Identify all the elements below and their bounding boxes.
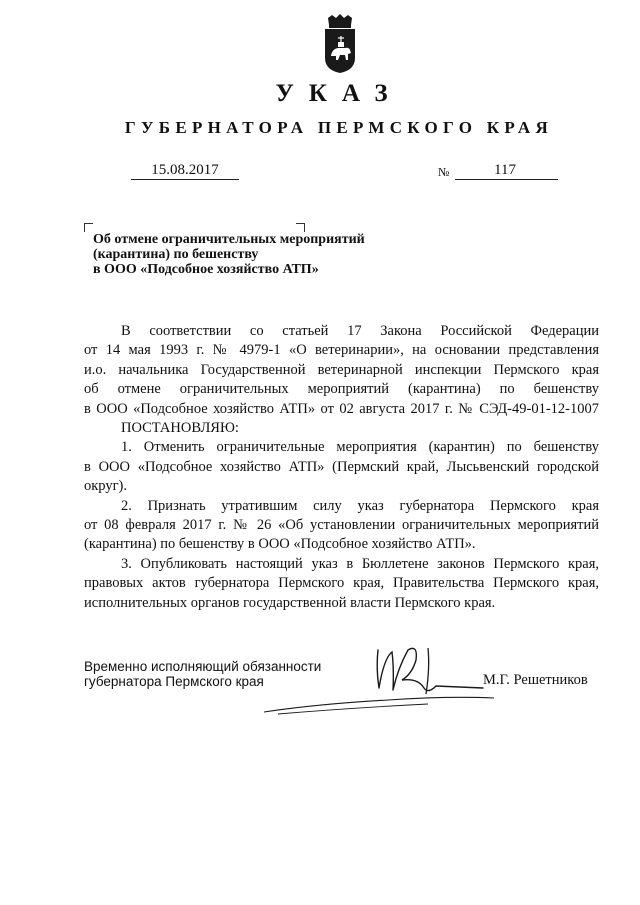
preamble-line: об отмене ограничительных мероприятий (карантина) по бешенству: [84, 381, 599, 398]
item2-line: (карантина) по бешенству в ООО «Подсобное хозяйство АТП».: [84, 536, 476, 553]
item2-line: 2. Признать утратившим силу указ губернатора Пермского края: [121, 497, 599, 514]
item3-line: 3. Опубликовать настоящий указ в Бюллетене законов Пермского края,: [121, 555, 599, 572]
preamble-line: в ООО «Подсобное хозяйство АТП» от 02 августа 2017 г. № СЭД-49-01-12-1007: [84, 400, 599, 417]
decree-word: ПОСТАНОВЛЯЮ:: [121, 420, 239, 437]
document-subtitle: ГУБЕРНАТОРА ПЕРМСКОГО КРАЯ: [124, 118, 554, 137]
item2-line: от 08 февраля 2017 г. № 26 «Об установлении ограничительных мероприятий: [84, 517, 599, 534]
item1-line: 1. Отменить ограничительные мероприятия (карантин) по бешенству: [121, 439, 599, 456]
heading-line: (карантина) по бешенству: [93, 247, 259, 262]
perm-coat-of-arms-icon: [321, 14, 359, 74]
item1-line: в ООО «Подсобное хозяйство АТП» (Пермский край, Лысьвенский городской: [84, 458, 599, 475]
heading-line: Об отмене ограничительных мероприятий: [93, 232, 365, 247]
number-label: №: [438, 165, 450, 179]
decree-number: 117: [494, 162, 516, 178]
item1-line: округ).: [84, 478, 128, 495]
decree-heading: [93, 232, 365, 277]
document-title: УКАЗ: [275, 80, 403, 107]
decree-body: [84, 322, 599, 613]
position-line: Временно исполняющий обязанности: [84, 659, 322, 674]
item3-line: правовых актов губернатора Пермского края, Правительства Пермского края,: [84, 575, 599, 592]
preamble-line: и.о. начальника Государственной ветеринарной инспекции Пермского края: [84, 361, 599, 378]
preamble-line: от 14 мая 1993 г. № 4979-1 «О ветеринарии», на основании представления: [84, 342, 599, 359]
heading-line: в ООО «Подсобное хозяйство АТП»: [93, 262, 319, 277]
position-line: губернатора Пермского края: [84, 674, 264, 689]
item3-line: исполнительных органов государственной власти Пермского края.: [84, 594, 496, 611]
signatory-name: М.Г. Решетников: [483, 672, 588, 688]
heading-bracket-right: [296, 223, 305, 232]
decree-date: 15.08.2017: [131, 161, 239, 180]
handwritten-signature-icon: [258, 638, 498, 718]
heading-bracket-left: [84, 223, 93, 232]
preamble-line: В соответствии со статьей 17 Закона Российской Федерации: [121, 323, 599, 339]
